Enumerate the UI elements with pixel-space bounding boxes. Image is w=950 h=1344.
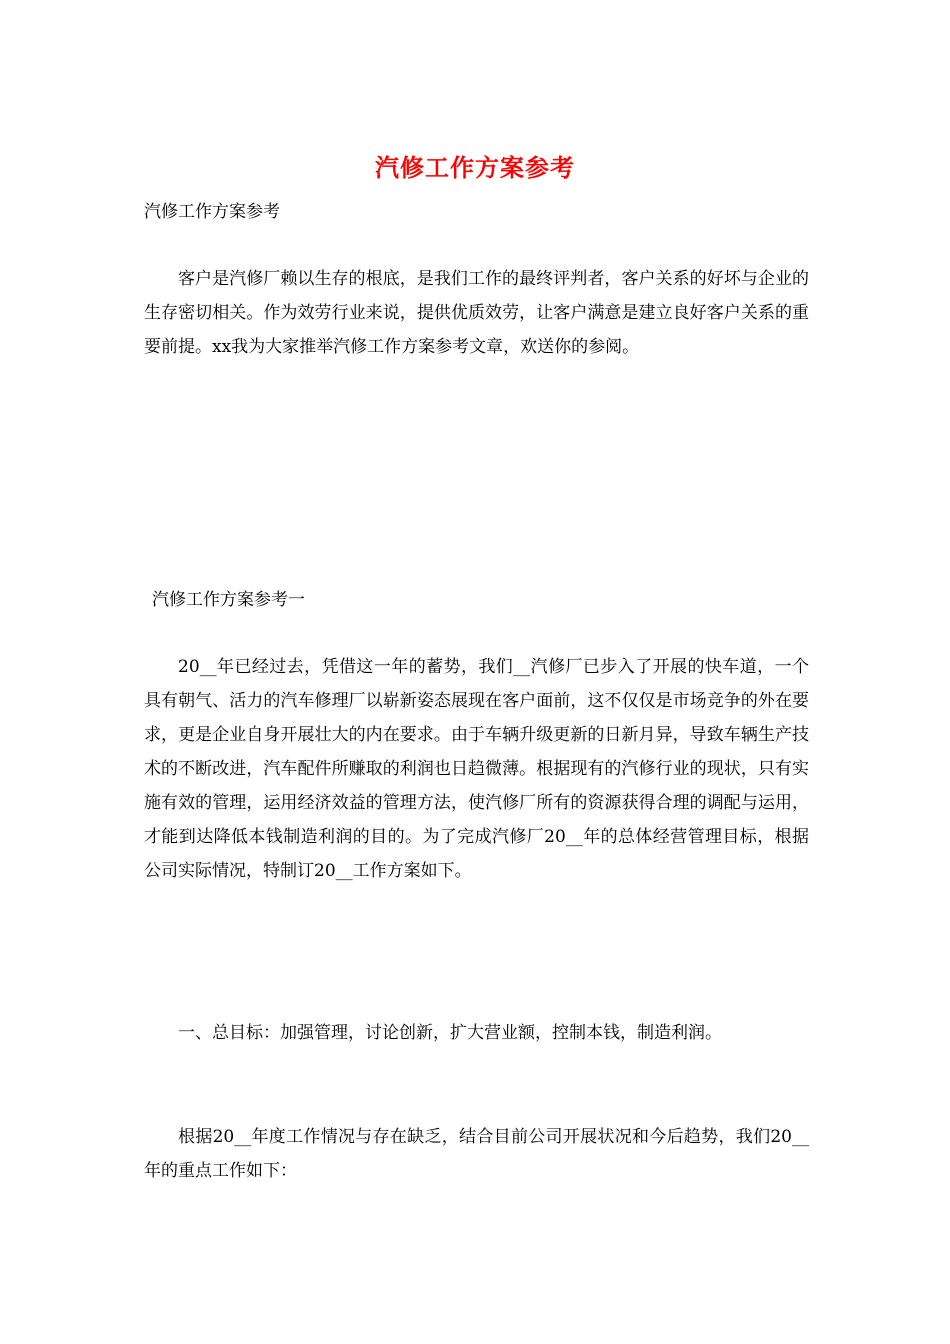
body-paragraph-1: 20__年已经过去，凭借这一年的蓄势，我们__汽修厂已步入了开展的快车道，一个具有朝气、活力的汽车修理厂以崭新姿态展现在客户面前，这不仅仅是市场竞争的外在要求，更是企业自身开展壮大的内在要求。由于车辆升级更新的日新月异，导致车辆生产技术的不断改进，汽车配件所赚取的利润也日趋微薄。根据现有的汽修行业的现状，只有实施有效的管理，运用经济效益的管理方法，使汽修厂所有的资源获得合理的调配与运用，才能到达降低本钱制造利润的目的。为了完成汽修厂20__年的总体经营管理目标，根据公司实际情况，特制订20__工作方案如下。: [144, 657, 809, 881]
body-paragraph-3: 根据20__年度工作情况与存在缺乏，结合目前公司开展状况和今后趋势，我们20__年的重点工作如下：: [144, 1127, 809, 1181]
document-title: 汽修工作方案参考: [375, 153, 575, 182]
document-subtitle: 汽修工作方案参考: [144, 202, 280, 222]
intro-paragraph: 客户是汽修厂赖以生存的根底，是我们工作的最终评判者，客户关系的好坏与企业的生存密切相关。作为效劳行业来说，提供优质效劳，让客户满意是建立良好客户关系的重要前提。xx我为大家推举汽修工作方案参考文章，欢送你的参阅。: [144, 269, 809, 357]
body-paragraph-2: 一、总目标：加强管理，讨论创新，扩大营业额，控制本钱，制造利润。: [178, 1023, 722, 1043]
section-heading: 汽修工作方案参考一: [152, 590, 305, 610]
